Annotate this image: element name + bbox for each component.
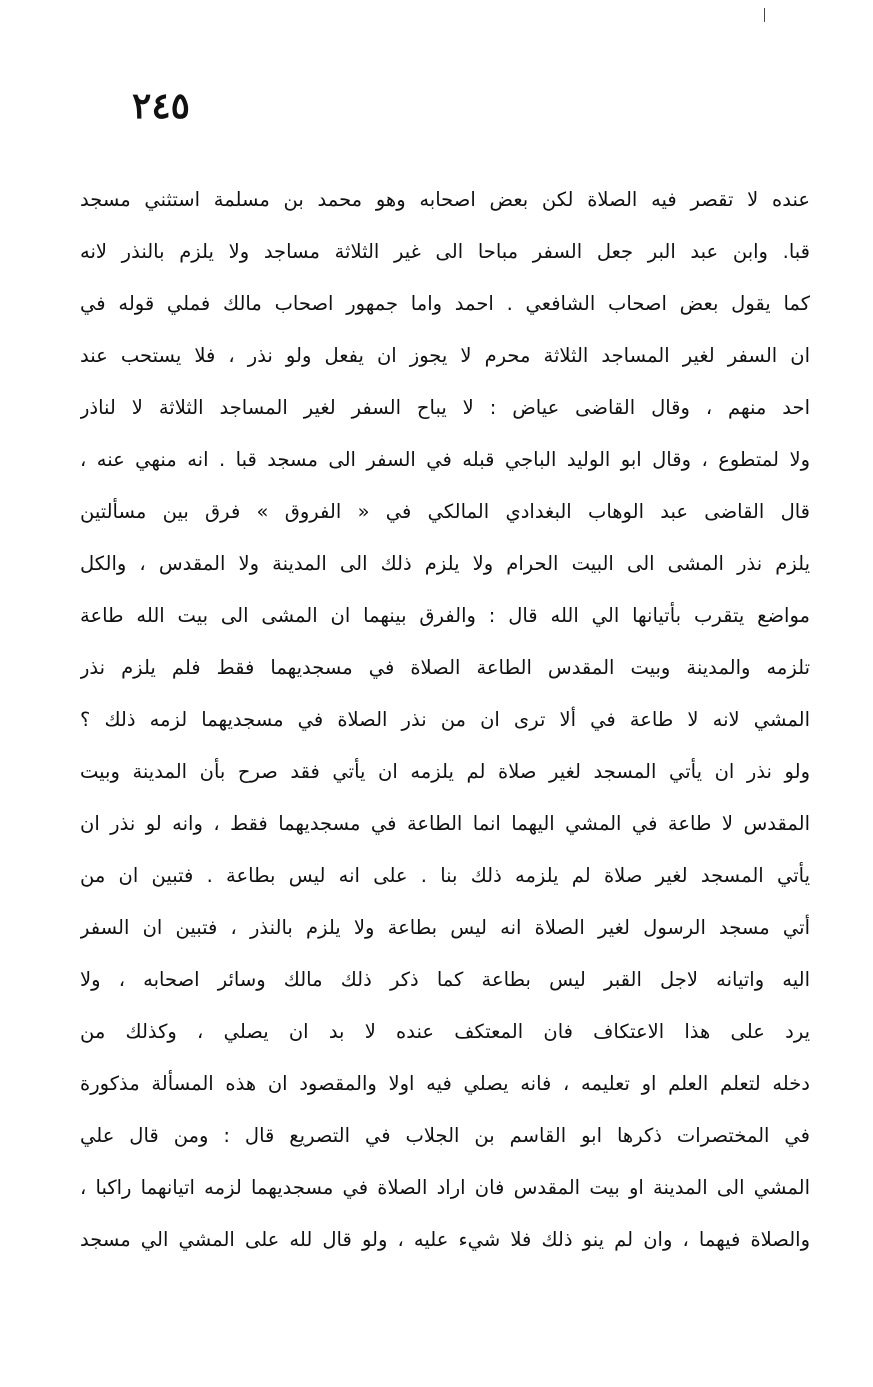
text-line: المقدس لا طاعة في المشي اليهما انما الطاعة في مسجديهما فقط ، وانه لو نذر ان xyxy=(80,812,810,835)
text-line: احد منهم ، وقال القاضى عياض : لا يباح السفر لغير المساجد الثلاثة لا لناذر xyxy=(80,396,810,419)
text-line: كما يقول بعض اصحاب الشافعي . احمد واما جمهور اصحاب مالك فملي قوله في xyxy=(80,292,810,315)
text-line: المشي لانه لا طاعة في ألا ترى ان من نذر الصلاة في مسجديهما لزمه ذلك ؟ xyxy=(80,708,810,731)
text-line: قال القاضى عبد الوهاب البغدادي المالكي في « الفروق » فرق بين مسألتين xyxy=(80,500,810,523)
text-line: والصلاة فيهما ، وان لم ينو ذلك فلا شيء عليه ، ولو قال لله على المشي الي مسجد xyxy=(80,1228,810,1251)
page-number: ٢٤٥ xyxy=(132,85,191,127)
text-line: عنده لا تقصر فيه الصلاة لكن بعض اصحابه وهو محمد بن مسلمة استثني مسجد xyxy=(80,188,810,211)
text-line: يرد على هذا الاعتكاف فان المعتكف عنده لا بد ان يصلي ، وكذلك من xyxy=(80,1020,810,1043)
text-line: في المختصرات ذكرها ابو القاسم بن الجلاب في التصريع قال : ومن قال علي xyxy=(80,1124,810,1147)
text-line: ان السفر لغير المساجد الثلاثة محرم لا يجوز ان يفعل ولو نذر ، فلا يستحب عند xyxy=(80,344,810,367)
text-line: ولو نذر ان يأتي المسجد لغير صلاة لم يلزمه ان يأتي فقد صرح بأن المدينة وبيت xyxy=(80,760,810,783)
text-body xyxy=(80,174,810,1266)
text-line: تلزمه والمدينة وبيت المقدس الطاعة الصلاة في مسجديهما فقط فلم يلزم نذر xyxy=(80,656,810,679)
text-line: دخله لتعلم العلم او تعليمه ، فانه يصلي فيه اولا والمقصود ان هذه المسألة مذكورة xyxy=(80,1072,810,1095)
text-line: قبا. وابن عبد البر جعل السفر مباحا الى غير الثلاثة مساجد ولا يلزم بالنذر لانه xyxy=(80,240,810,263)
text-line: ولا لمتطوع ، وقال ابو الوليد الباجي قبله في السفر الى مسجد قبا . انه منهي عنه ، xyxy=(80,448,810,471)
text-line: يلزم نذر المشى الى البيت الحرام ولا يلزم ذلك الى المدينة ولا المقدس ، والكل xyxy=(80,552,810,575)
text-line: اليه واتيانه لاجل القبر ليس بطاعة كما ذكر ذلك مالك وسائر اصحابه ، ولا xyxy=(80,968,810,991)
text-line: المشي الى المدينة او بيت المقدس فان اراد الصلاة في مسجديهما لزمه اتيانهما راكبا ، xyxy=(80,1176,810,1199)
text-line: أتي مسجد الرسول لغير الصلاة انه ليس بطاعة ولا يلزم بالنذر ، فتبين ان السفر xyxy=(80,916,810,939)
corner-mark xyxy=(764,8,765,22)
text-line: مواضع يتقرب بأتيانها الي الله قال : والفرق بينهما ان المشى الى بيت الله طاعة xyxy=(80,604,810,627)
text-line: يأتي المسجد لغير صلاة لم يلزمه ذلك بنا . على انه ليس بطاعة . فتبين ان من xyxy=(80,864,810,887)
